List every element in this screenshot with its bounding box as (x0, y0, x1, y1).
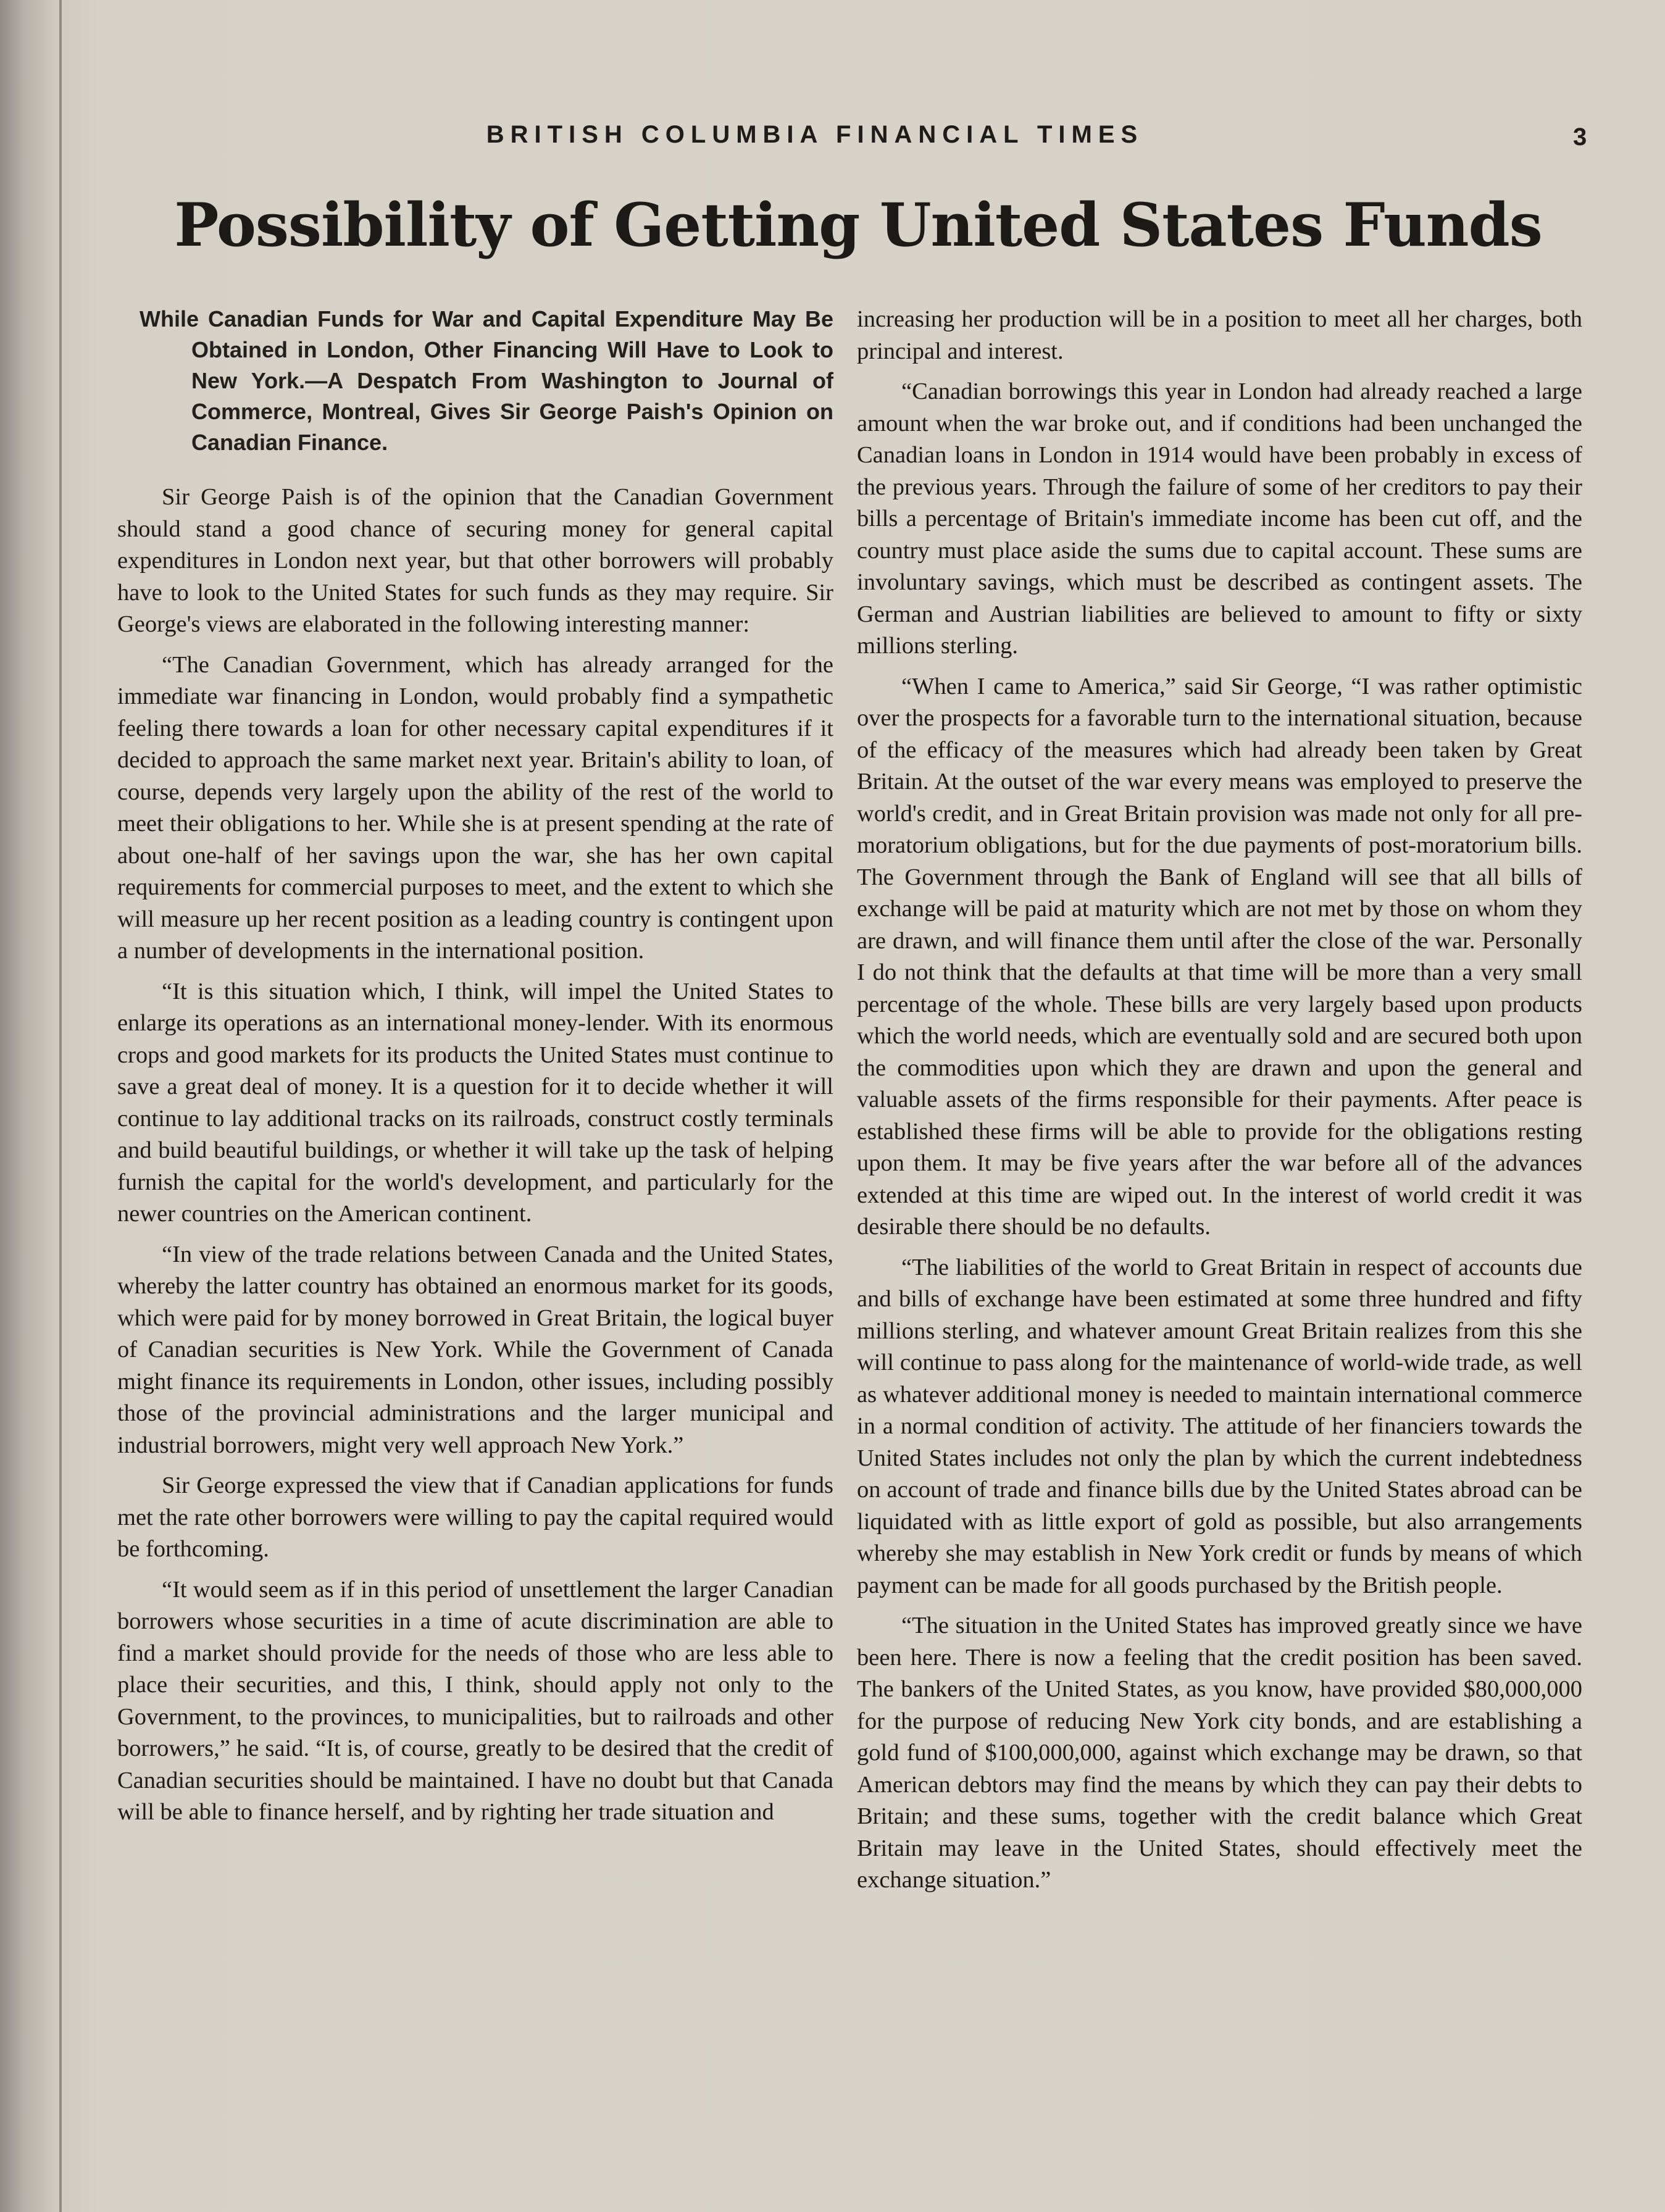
paragraph: “It is this situation which, I think, will impel the United States to enlarge its operations as an international money-lender. With its enormous crops and good markets for its products the United States must continue to save a great deal of money. It is a question for it to decide whether it will continue to lay additional tracks on its railroads, construct costly terminals and build beautiful buildings, or whether it will take up the task of helping furnish the capital for the world's development, and particularly for the newer countries on the American continent. (117, 978, 833, 1227)
paragraph: “The situation in the United States has improved greatly since we have been here. There is now a feeling that the credit position has been saved. The bankers of the United States, as you know, have provided $80,000,000 for the purpose of reducing New York city bonds, and are establishing a gold fund of $100,000,000, against which exchange may be drawn, so that American debtors may find the means by which they can pay their debts to Britain; and these sums, together with the credit balance which Great Britain may leave in the United States, should effectively meet the exchange situation.” (857, 1613, 1582, 1893)
right-column (857, 304, 1582, 1905)
paragraph: “When I came to America,” said Sir George, “I was rather optimistic over the prospects for a favorable turn to the international situation, because of the efficacy of the measures which had already been taken by Great Britain. At the outset of the war every means was employed to preserve the world's credit, and in Great Britain provision was made not only for all pre-moratorium obligations, but for the due payments of post-moratorium bills. The Government through the Bank of England will see that all bills of exchange will be paid at maturity which are not met by those on whom they are drawn, and will finance them until after the close of the war. Personally I do not think that the defaults at that time will be more than a very small percentage of the whole. These bills are very largely based upon products which the world needs, which are eventually sold and are secured both upon the commodities upon which they are drawn and upon the general and valuable assets of the firms responsible for their payments. After peace is established these firms will be able to provide for the obligations resting upon them. It may be five years after the war before all of the advances extended at this time are wiped out. In the interest of world credit it was desirable there should be no defaults. (857, 673, 1582, 1240)
paragraph: “The Canadian Government, which has already arranged for the immediate war financing in London, would probably find a sympathetic feeling there towards a loan for other necessary capital expenditures if it decided to approach the same market next year. Britain's ability to loan, of course, depends very largely upon the ability of the rest of the world to meet their obligations to her. While she is at present spending at the rate of about one-half of her savings upon the war, she has her own capital requirements for commercial purposes to meet, and the extent to which she will measure up her recent position as a leading country is contingent upon a number of developments in the international position. (117, 651, 833, 964)
article-title: Possibility of Getting United States Funds (174, 190, 1542, 260)
paragraph: “It would seem as if in this period of unsettlement the larger Canadian borrowers whose securities in a time of acute discrimination are able to find a market should provide for the needs of those who are less able to place their securities, and this, I think, should apply not only to the Government, to the provinces, to municipalities, but to railroads and other borrowers,” he said. “It is, of course, greatly to be desired that the credit of Canadian securities should be maintained. I have no doubt but that Canada will be able to finance herself, and by righting her trade situation and (117, 1576, 833, 1825)
paragraph: “Canadian borrowings this year in London had already reached a large amount when the war broke out, and if conditions had been unchanged the Canadian loans in London in 1914 would have been probably in excess of the previous years. Through the failure of some of her creditors to pay their bills a percentage of Britain's immediate income has been cut off, and the country must place aside the sums due to capital account. These sums are involuntary savings, which must be described as contingent assets. The German and Austrian liabilities are believed to amount to fifty or sixty millions sterling. (857, 378, 1582, 659)
paragraph: Sir George Paish is of the opinion that the Canadian Government should stand a good chance of securing money for general capital expenditures in London next year, but that other borrowers will probably have to look to the United States for such funds as they may require. Sir George's views are elaborated in the following interesting manner: (117, 484, 833, 637)
paragraph: increasing her production will be in a position to meet all her charges, both principal and interest. (857, 306, 1582, 364)
page-number: 3 (1573, 123, 1587, 151)
running-head: BRITISH COLUMBIA FINANCIAL TIMES (486, 121, 1144, 148)
paragraph: Sir George expressed the view that if Canadian applications for funds met the rate other borrowers were willing to pay the capital required would be forthcoming. (117, 1472, 833, 1562)
binding-gutter (59, 0, 62, 2212)
article-lead: While Canadian Funds for War and Capital Expenditure May Be Obtained in London, Other Financing Will Have to Look to New York.—A Despatch From Washington to Journal of Commerce, Montreal, Gives Sir George Paish's Opinion on Canadian Finance. (140, 306, 833, 455)
paragraph: “The liabilities of the world to Great Britain in respect of accounts due and bills of exchange have been estimated at some three hundred and fifty millions sterling, and whatever amount Great Britain realizes from this she will continue to pass along for the maintenance of world-wide trade, as well as whatever additional money is needed to maintain international commerce in a normal condition of activity. The attitude of her financiers towards the United States includes not only the plan by which the current indebtedness on account of trade and finance bills due by the United States abroad can be liquidated with as little export of gold as possible, but also arrangements whereby she may establish in New York credit or funds by means of which payment can be made for all goods purchased by the British people. (857, 1254, 1582, 1598)
left-column (117, 304, 833, 1837)
paragraph: “In view of the trade relations between Canada and the United States, whereby the latter country has obtained an enormous market for its goods, which were paid for by money borrowed in Great Britain, the logical buyer of Canadian securities is New York. While the Government of Canada might finance its requirements in London, other issues, including possibly those of the provincial administrations and the larger municipal and industrial borrowers, might very well approach New York.” (117, 1241, 833, 1458)
